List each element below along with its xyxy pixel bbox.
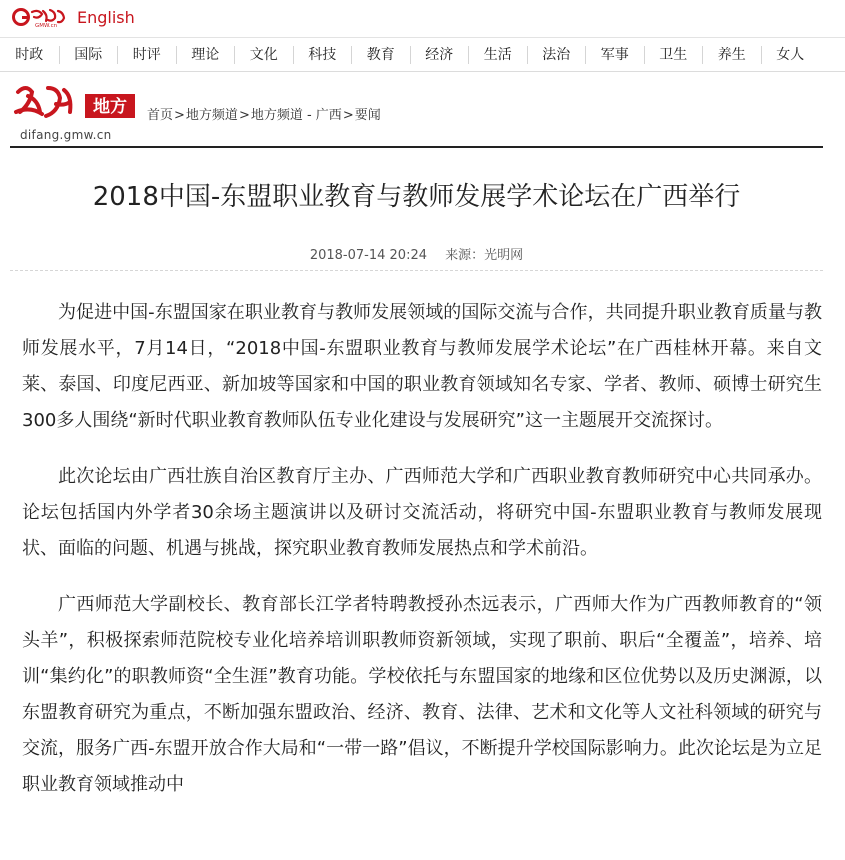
article-body [22, 295, 822, 823]
article-paragraph: 此次论坛由广西壮族自治区教育厅主办、广西师范大学和广西职业教育教师研究中心共同承办。论坛包括国内外学者30余场主题演讲以及研讨交流活动，将研究中国-东盟职业教育与教师发展现状、面临的问题、机遇与挑战，探究职业教育教师发展热点和学术前沿。 [22, 466, 822, 559]
breadcrumb-separator: > [238, 108, 250, 123]
nav-item[interactable]: 科技 [293, 46, 352, 64]
nav-item[interactable]: 时评 [117, 46, 176, 64]
nav-item[interactable]: 军事 [585, 46, 644, 64]
top-bar [0, 0, 845, 38]
breadcrumb-link[interactable]: 地方频道 [185, 108, 238, 123]
breadcrumb-link[interactable]: 要闻 [354, 108, 381, 123]
breadcrumb-link[interactable]: 首页 [147, 108, 174, 123]
brand-domain: difang.gmw.cn [20, 128, 112, 142]
nav-item[interactable]: 卫生 [644, 46, 703, 64]
article-source[interactable]: 来源：光明网 [445, 248, 524, 263]
english-link[interactable]: English [77, 8, 135, 27]
breadcrumb-link[interactable]: 地方频道 - 广西 [250, 108, 342, 123]
breadcrumb-separator: > [342, 108, 354, 123]
nav-item[interactable]: 理论 [176, 46, 235, 64]
meta-divider [10, 270, 823, 271]
svg-text:GMW.cn: GMW.cn [35, 23, 58, 28]
main-nav [0, 38, 845, 72]
article-title: 2018中国-东盟职业教育与教师发展学术论坛在广西举行 [92, 182, 741, 212]
nav-item[interactable]: 时政 [15, 46, 44, 63]
guangming-difang-logo-icon[interactable] [12, 82, 137, 128]
nav-item[interactable]: 文化 [234, 46, 293, 64]
nav-item[interactable]: 生活 [468, 46, 527, 64]
article-date: 2018-07-14 20:24 [309, 248, 427, 263]
masthead [10, 76, 823, 148]
guangming-logo-icon[interactable] [12, 6, 68, 28]
nav-item[interactable]: 国际 [59, 46, 118, 64]
article-meta [10, 244, 823, 263]
nav-item[interactable]: 经济 [410, 46, 469, 64]
nav-item[interactable]: 教育 [351, 46, 410, 64]
breadcrumb [147, 104, 381, 123]
article-paragraph: 为促进中国-东盟国家在职业教育与教师发展领域的国际交流与合作，共同提升职业教育质量与教师发展水平，7月14日，“2018中国-东盟职业教育与教师发展学术论坛”在广西桂林开幕。来自文莱、泰国、印度尼西亚、新加坡等国家和中国的职业教育领域知名专家、学者、教师、硕博士研究生300多人围绕“新时代职业教育教师队伍专业化建设与发展研究”这一主题展开交流探讨。 [22, 302, 822, 431]
brand-badge-text: 地方 [93, 97, 127, 117]
article-paragraph: 广西师范大学副校长、教育部长江学者特聘教授孙杰远表示，广西师大作为广西教师教育的“领头羊”，积极探索师范院校专业化培养培训职教师资新领域，实现了职前、职后“全覆盖”，培养、培训“集约化”的职教师资“全生涯”教育功能。学校依托与东盟国家的地缘和区位优势以及历史渊源，以东盟教育研究为重点，不断加强东盟政治、经济、教育、法律、艺术和文化等人文社科领域的研究与交流，服务广西-东盟开放合作大局和“一带一路”倡议，不断提升学校国际影响力。此次论坛是为立足职业教育领域推动中 [22, 594, 822, 795]
nav-item[interactable]: 法治 [527, 46, 586, 64]
breadcrumb-separator: > [174, 108, 185, 123]
nav-item[interactable]: 女人 [761, 46, 820, 64]
nav-item[interactable]: 养生 [702, 46, 761, 64]
